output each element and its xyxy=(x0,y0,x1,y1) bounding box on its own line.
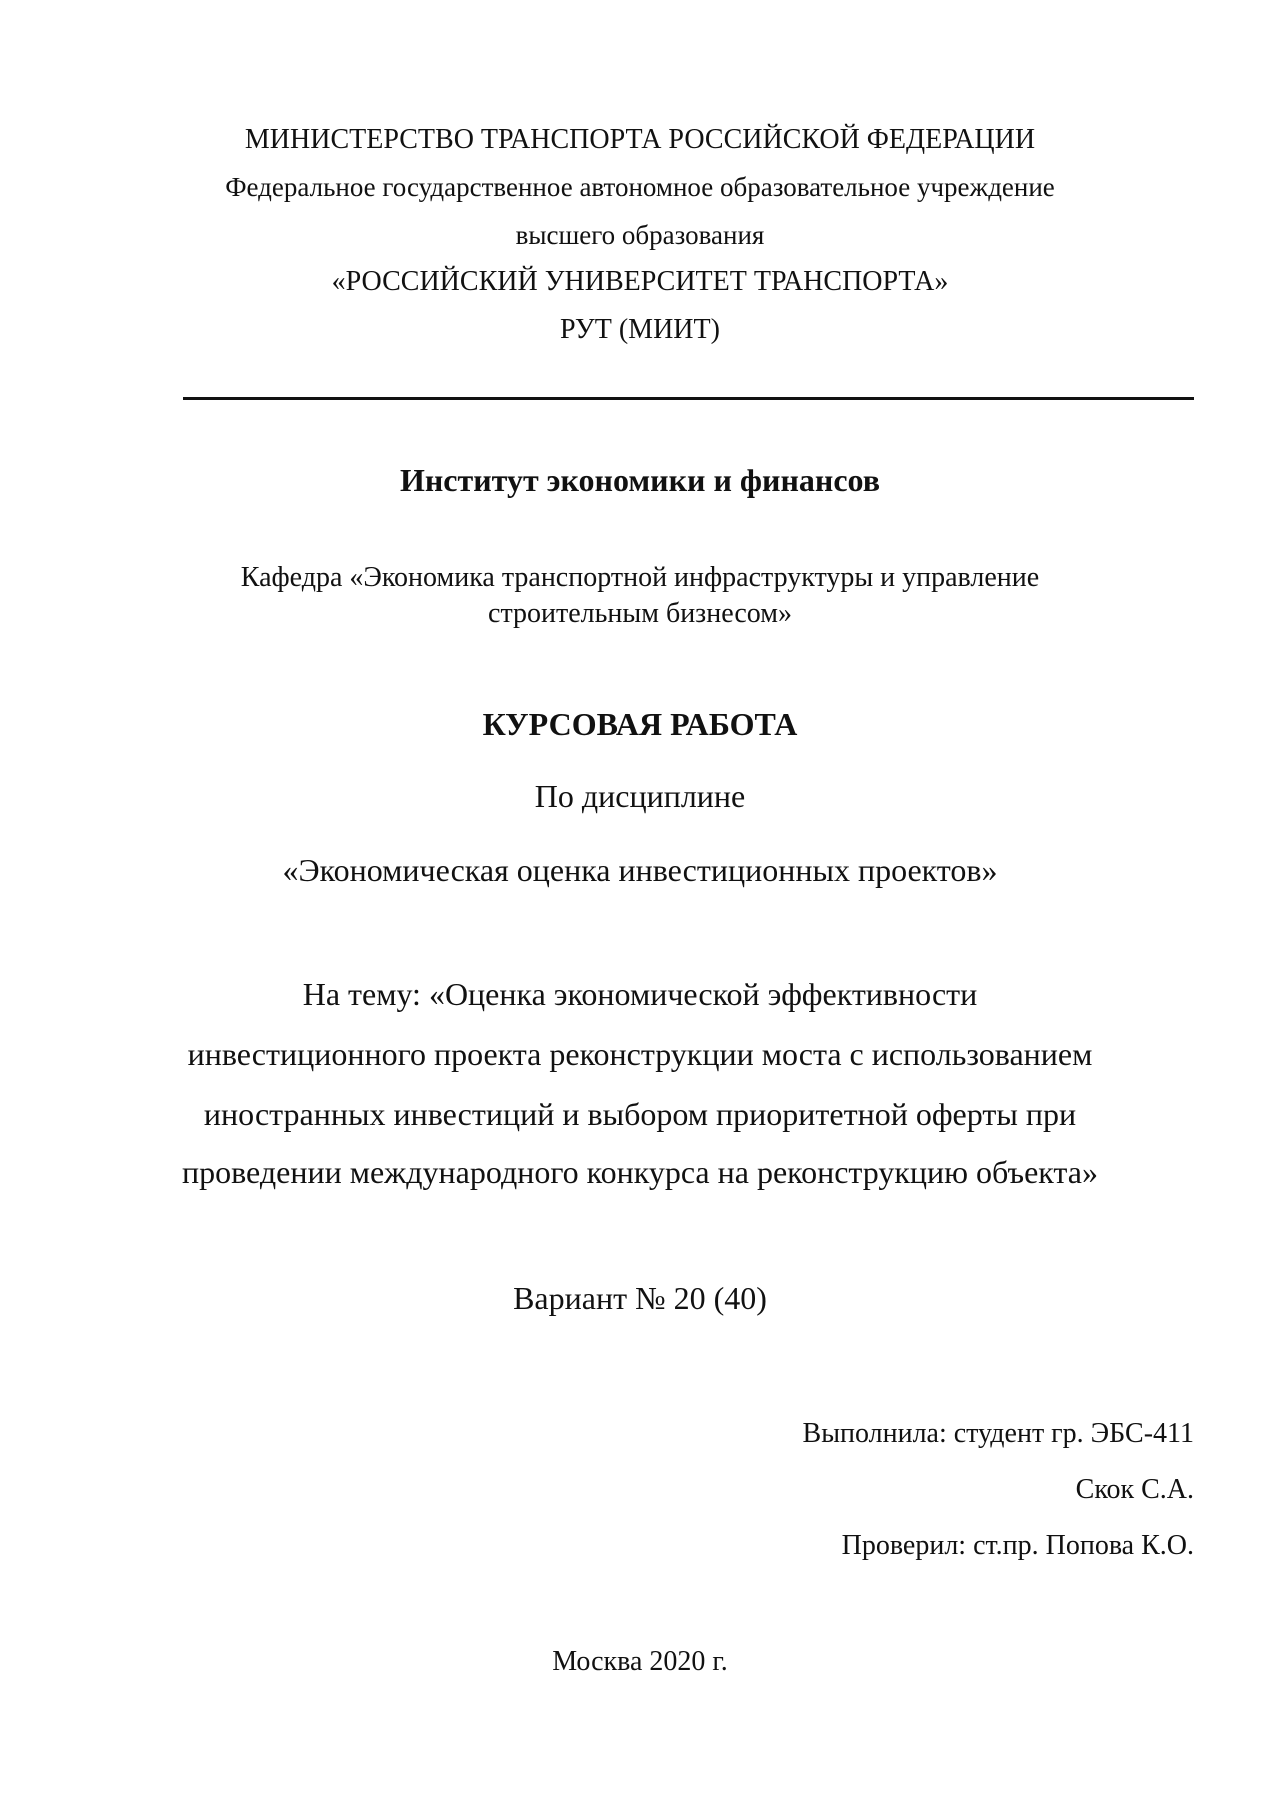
institute-name: Институт экономики и финансов xyxy=(399,462,881,498)
topic-line-1: На тему: «Оценка экономической эффективности xyxy=(302,976,978,1012)
topic-line-3: иностранных инвестиций и выбором приоритетной оферты при xyxy=(203,1096,1077,1132)
student-name: Скок С.А. xyxy=(1075,1474,1194,1505)
topic-line-4: проведении международного конкурса на реконструкцию объекта» xyxy=(182,1154,1098,1190)
checked-by: Проверил: ст.пр. Попова К.О. xyxy=(841,1530,1194,1561)
discipline-name: «Экономическая оценка инвестиционных проектов» xyxy=(282,852,998,888)
work-type: КУРСОВАЯ РАБОТА xyxy=(482,706,798,742)
university-name: «РОССИЙСКИЙ УНИВЕРСИТЕТ ТРАНСПОРТА» xyxy=(331,266,949,297)
header-divider xyxy=(183,397,1194,400)
performed-by: Выполнила: студент гр. ЭБС-411 xyxy=(802,1418,1194,1449)
department-line-2: строительным бизнесом» xyxy=(488,598,792,629)
ministry-heading: МИНИСТЕРСТВО ТРАНСПОРТА РОССИЙСКОЙ ФЕДЕРАЦИИ xyxy=(244,124,1036,155)
discipline-label: По дисциплине xyxy=(534,778,746,814)
university-abbreviation: РУТ (МИИТ) xyxy=(560,314,720,345)
topic-line-2: инвестиционного проекта реконструкции моста с использованием xyxy=(187,1036,1093,1072)
variant-number: Вариант № 20 (40) xyxy=(513,1280,767,1316)
city-year: Москва 2020 г. xyxy=(552,1646,728,1677)
institution-line-1: Федеральное государственное автономное образовательное учреждение xyxy=(225,172,1055,202)
department-line-1: Кафедра «Экономика транспортной инфраструктуры и управление xyxy=(240,562,1040,593)
institution-line-2: высшего образования xyxy=(515,220,765,250)
